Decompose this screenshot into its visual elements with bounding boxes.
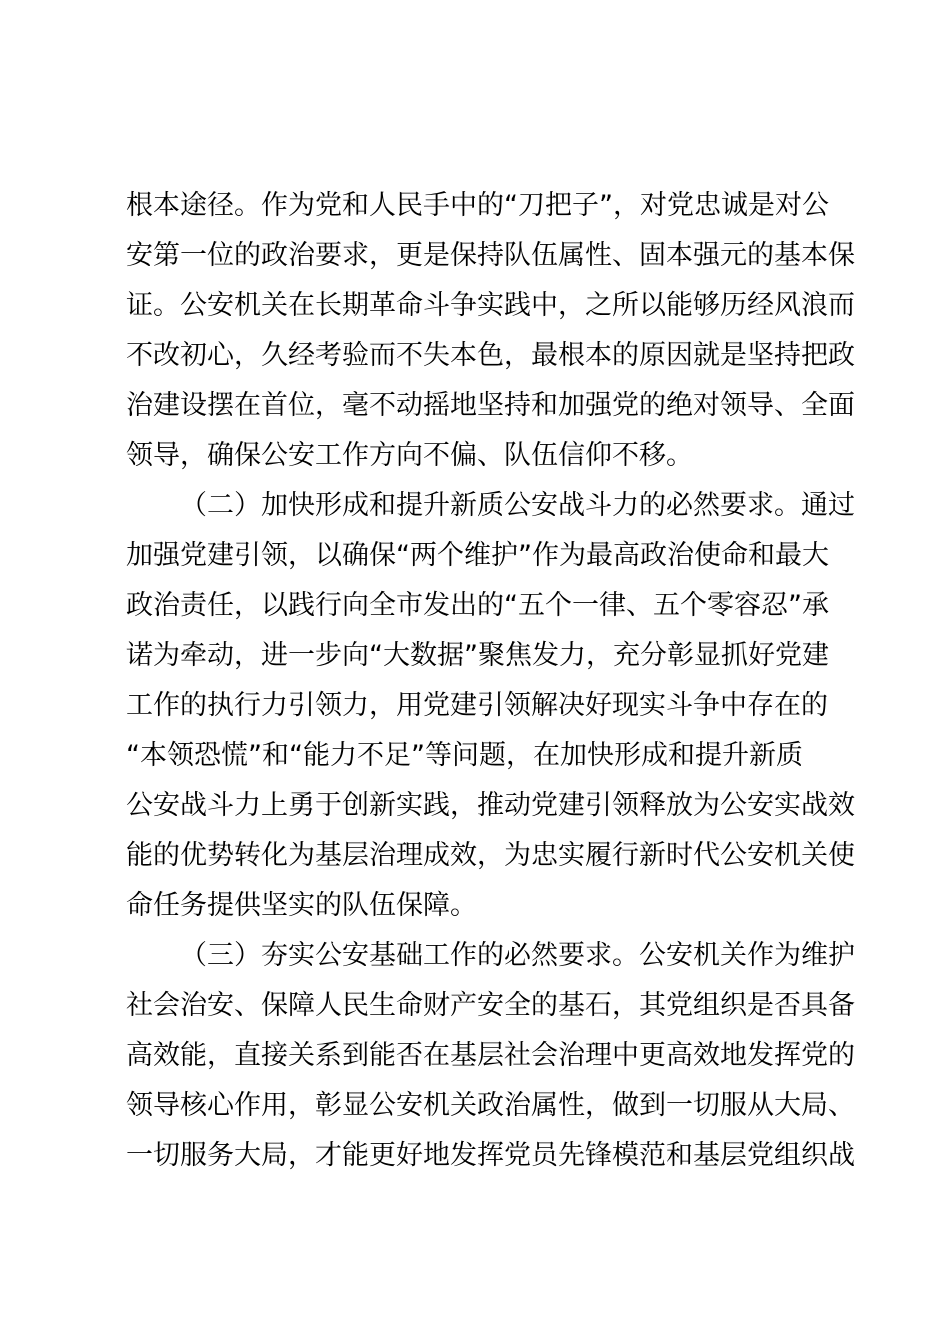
text-line: 加强党建引领，以确保“两个维护”作为最高政治使命和最大: [126, 540, 829, 571]
text-line: 安第一位的政治要求，更是保持队伍属性、固本强元的基本保: [126, 240, 855, 271]
text-line: 高效能，直接关系到能否在基层社会治理中更高效地发挥党的: [126, 1040, 855, 1071]
text-line: 诺为牵动，进一步向“大数据”聚焦发力，充分彰显抓好党建: [126, 640, 829, 671]
section-heading-line: （三）夯实公安基础工作的必然要求。公安机关作为维护: [180, 940, 855, 971]
text-line: 治建设摆在首位，毫不动摇地坚持和加强党的绝对领导、全面: [126, 390, 855, 421]
section-heading-line: （二）加快形成和提升新质公安战斗力的必然要求。通过: [180, 490, 855, 521]
text-line: 社会治安、保障人民生命财产安全的基石，其党组织是否具备: [126, 990, 855, 1021]
text-line: 根本途径。作为党和人民手中的“刀把子”，对党忠诚是对公: [126, 190, 829, 221]
text-line: 证。公安机关在长期革命斗争实践中，之所以能够历经风浪而: [126, 290, 855, 321]
text-line: 能的优势转化为基层治理成效，为忠实履行新时代公安机关使: [126, 840, 855, 871]
text-line: 领导，确保公安工作方向不偏、队伍信仰不移。: [126, 440, 693, 471]
text-line: 政治责任，以践行向全市发出的“五个一律、五个零容忍”承: [126, 590, 829, 621]
text-line: 公安战斗力上勇于创新实践，推动党建引领释放为公安实战效: [126, 790, 855, 821]
text-line: “本领恐慌”和“能力不足”等问题，在加快形成和提升新质: [126, 740, 803, 771]
text-line: 不改初心，久经考验而不失本色，最根本的原因就是坚持把政: [126, 340, 855, 371]
text-line: 领导核心作用，彰显公安机关政治属性，做到一切服从大局、: [126, 1090, 855, 1121]
text-line: 工作的执行力引领力，用党建引领解决好现实斗争中存在的: [126, 690, 828, 721]
text-line: 命任务提供坚实的队伍保障。: [126, 890, 477, 921]
text-line: 一切服务大局，才能更好地发挥党员先锋模范和基层党组织战: [126, 1140, 855, 1171]
